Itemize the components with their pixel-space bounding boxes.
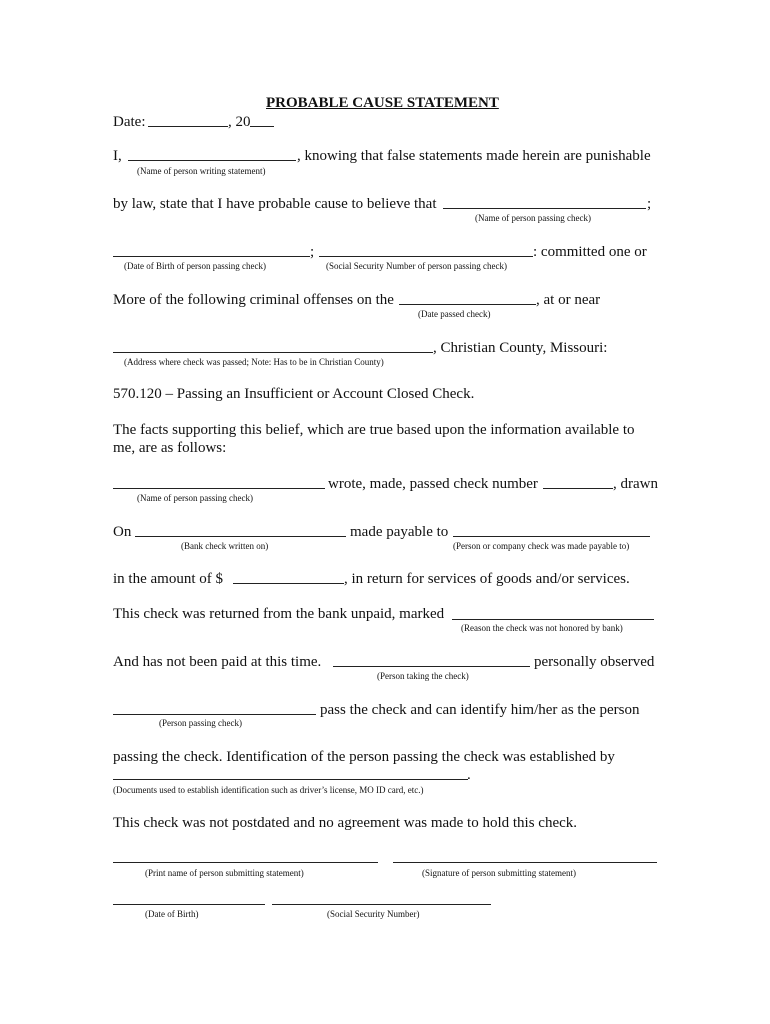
line12-period: . [467,767,471,783]
check-taker-field[interactable] [333,666,530,667]
line3-semicolon: ; [310,244,315,260]
passer-dob-field[interactable] [113,256,310,257]
submitter-ssn-field[interactable] [272,904,491,905]
observed-passer-field[interactable] [113,714,316,715]
line1-text: , knowing that false statements made herein are punishable [297,148,651,164]
facts-line2: me, are as follows: [113,440,227,456]
submitter-ssn-caption: (Social Security Number) [327,909,420,919]
date-passed-field[interactable] [399,304,536,305]
passer-dob-caption: (Date of Birth of person passing check) [124,261,266,271]
bank-field[interactable] [135,536,346,537]
writer-name-caption: (Name of person writing statement) [137,166,266,176]
line10-suffix: personally observed [534,654,655,670]
submitter-dob-field[interactable] [113,904,265,905]
payee-field[interactable] [453,536,650,537]
line6-text: wrote, made, passed check number [328,476,538,492]
identification-caption: (Documents used to establish identification such as driver’s license, MO ID card, etc.) [113,785,424,795]
passer-name-field[interactable] [443,208,646,209]
line5-text: , Christian County, Missouri: [433,340,608,356]
payee-caption: (Person or company check was made payable to) [453,541,630,551]
check-number-field[interactable] [543,488,613,489]
bank-caption: (Bank check written on) [181,541,269,551]
postdated-statement: This check was not postdated and no agreement was made to hold this check. [113,815,578,831]
identification-field[interactable] [113,779,468,780]
line11-text: pass the check and can identify him/her as the person [320,702,640,718]
address-caption: (Address where check was passed; Note: Has to be in Christian County) [124,357,384,367]
line8-text: , in return for services of goods and/or services. [344,571,630,587]
line10-text: And has not been paid at this time. [113,654,322,670]
line8-prefix: in the amount of $ [113,571,223,587]
passer-name-caption: (Name of person passing check) [475,213,591,223]
signature-caption: (Signature of person submitting statement) [422,868,576,878]
line2-semicolon: ; [647,196,652,212]
facts-line1: The facts supporting this belief, which are true based upon the information available to [113,422,635,438]
statute-text: 570.120 – Passing an Insufficient or Account Closed Check. [113,386,475,402]
line12-text: passing the check. Identification of the person passing the check was established by [113,749,615,765]
passer-ssn-field[interactable] [319,256,533,257]
line7-prefix: On [113,524,132,540]
check-writer-field[interactable] [113,488,325,489]
year-field[interactable] [250,126,274,127]
return-reason-caption: (Reason the check was not honored by bank) [461,623,623,633]
line3-text: : committed one or [533,244,647,260]
passer-ssn-caption: (Social Security Number of person passing check) [326,261,507,271]
line4-suffix: , at or near [536,292,601,308]
observed-passer-caption: (Person passing check) [159,718,242,728]
date-label: Date: [113,114,146,130]
address-field[interactable] [113,352,433,353]
form-title: PROBABLE CAUSE STATEMENT [266,95,499,111]
date-passed-caption: (Date passed check) [418,309,491,319]
writer-name-field[interactable] [128,160,296,161]
signature-field[interactable] [393,862,657,863]
line1-prefix: I, [113,148,122,164]
line7-text: made payable to [350,524,449,540]
date-year-prefix: , 20 [228,114,251,130]
check-writer-caption: (Name of person passing check) [137,493,253,503]
check-taker-caption: (Person taking the check) [377,671,469,681]
date-field[interactable] [148,126,228,127]
amount-field[interactable] [233,583,344,584]
line4-text: More of the following criminal offenses on the [113,292,394,308]
line2-text: by law, state that I have probable cause to believe that [113,196,437,212]
print-name-field[interactable] [113,862,378,863]
print-name-caption: (Print name of person submitting statement) [145,868,304,878]
line6-suffix: , drawn [613,476,658,492]
return-reason-field[interactable] [452,619,654,620]
line9-text: This check was returned from the bank unpaid, marked [113,606,445,622]
submitter-dob-caption: (Date of Birth) [145,909,199,919]
